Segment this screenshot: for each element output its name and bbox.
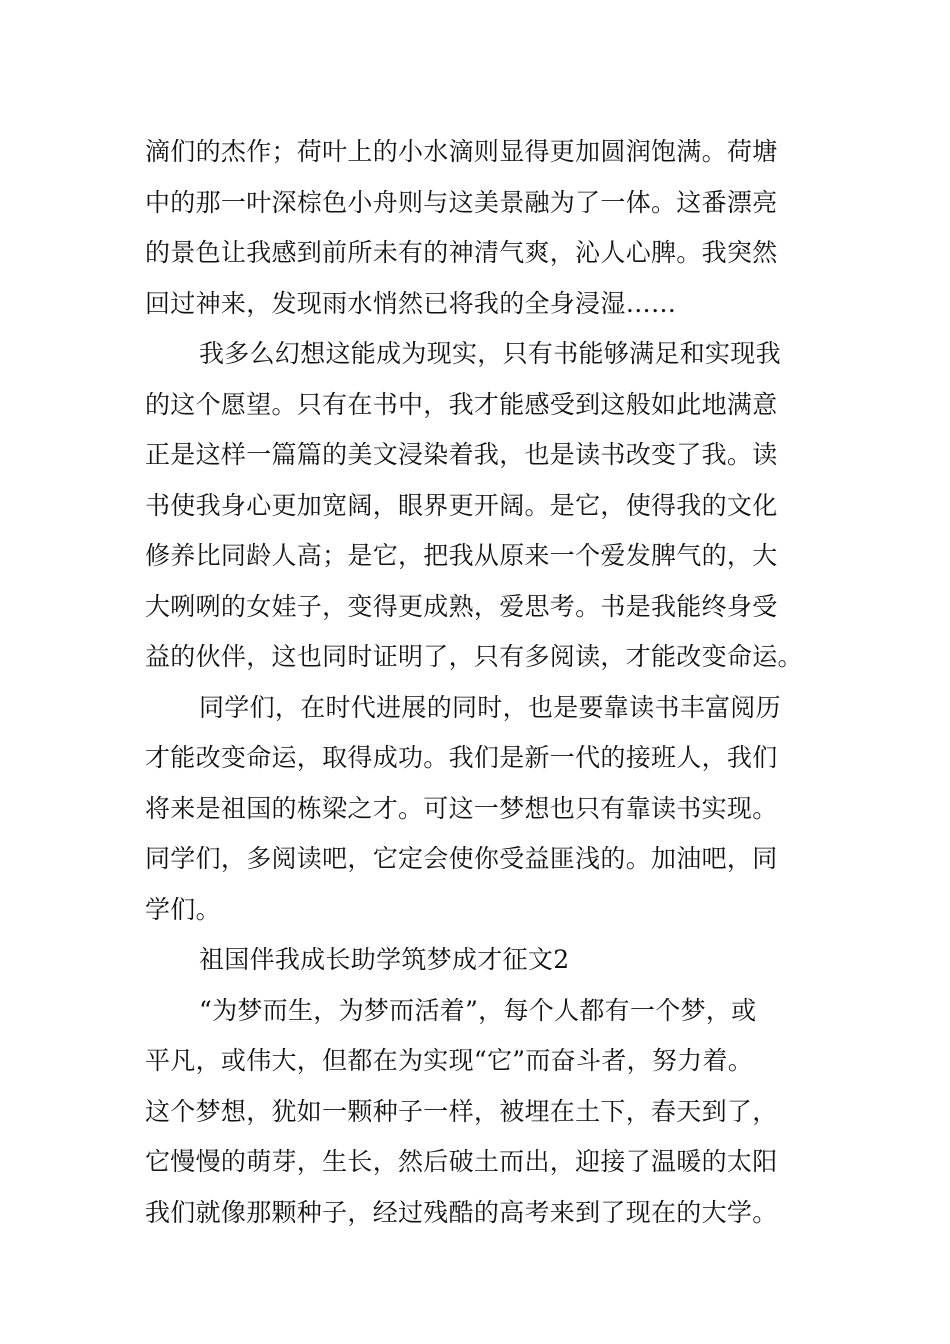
text-line: 修养比同龄人高；是它，把我从原来一个爱发脾气的，大	[145, 541, 778, 570]
text-line: 正是这样一篇篇的美文浸染着我，也是读书改变了我。读	[145, 440, 778, 469]
text-line: 中的那一叶深棕色小舟则与这美景融为了一体。这番漂亮	[145, 187, 778, 217]
text-line: 大咧咧的女娃子，变得更成熟，爱思考。书是我能终身受	[145, 591, 778, 621]
paragraph-start-line: 同学们，在时代进展的同时，也是要靠读书丰富阅历	[199, 692, 781, 722]
essay-body	[145, 127, 815, 1238]
text-line: 回过神来，发现雨水悄然已将我的全身浸湿……	[145, 288, 677, 318]
text-line: 滴们的杰作；荷叶上的小水滴则显得更加圆润饱满。荷塘	[145, 137, 778, 166]
text-line: 才能改变命运，取得成功。我们是新一代的接班人，我们	[145, 743, 778, 772]
text-line: 同学们，多阅读吧，它定会使你受益匪浅的。加油吧，同	[145, 844, 778, 873]
text-line: 平凡，或伟大，但都在为实现“它”而奋斗者，努力着。	[145, 1046, 754, 1075]
paragraph-start-line: 我多么幻想这能成为现实，只有书能够满足和实现我	[199, 339, 781, 368]
text-line: 益的伙伴，这也同时证明了，只有多阅读，才能改变命运。	[145, 642, 803, 671]
text-line: 的景色让我感到前所未有的神清气爽，沁人心脾。我突然	[145, 238, 778, 267]
text-line: 它慢慢的萌芽，生长，然后破土而出，迎接了温暖的太阳	[145, 1147, 778, 1176]
text-line: 将来是祖国的栋梁之才。可这一梦想也只有靠读书实现。	[145, 793, 778, 823]
text-line: 的这个愿望。只有在书中，我才能感受到这般如此地满意	[145, 389, 778, 419]
text-line: 我们就像那颗种子，经过残酷的高考来到了现在的大学。	[145, 1197, 778, 1227]
text-line: 学们。	[145, 894, 221, 924]
paragraph-start-line: “为梦而生，为梦而活着”，每个人都有一个梦，或	[199, 995, 757, 1025]
section-title: 祖国伴我成长助学筑梦成才征文2	[199, 945, 570, 974]
text-line: 书使我身心更加宽阔，眼界更开阔。是它，使得我的文化	[145, 490, 778, 520]
text-line: 这个梦想，犹如一颗种子一样，被埋在土下，春天到了，	[145, 1096, 778, 1126]
